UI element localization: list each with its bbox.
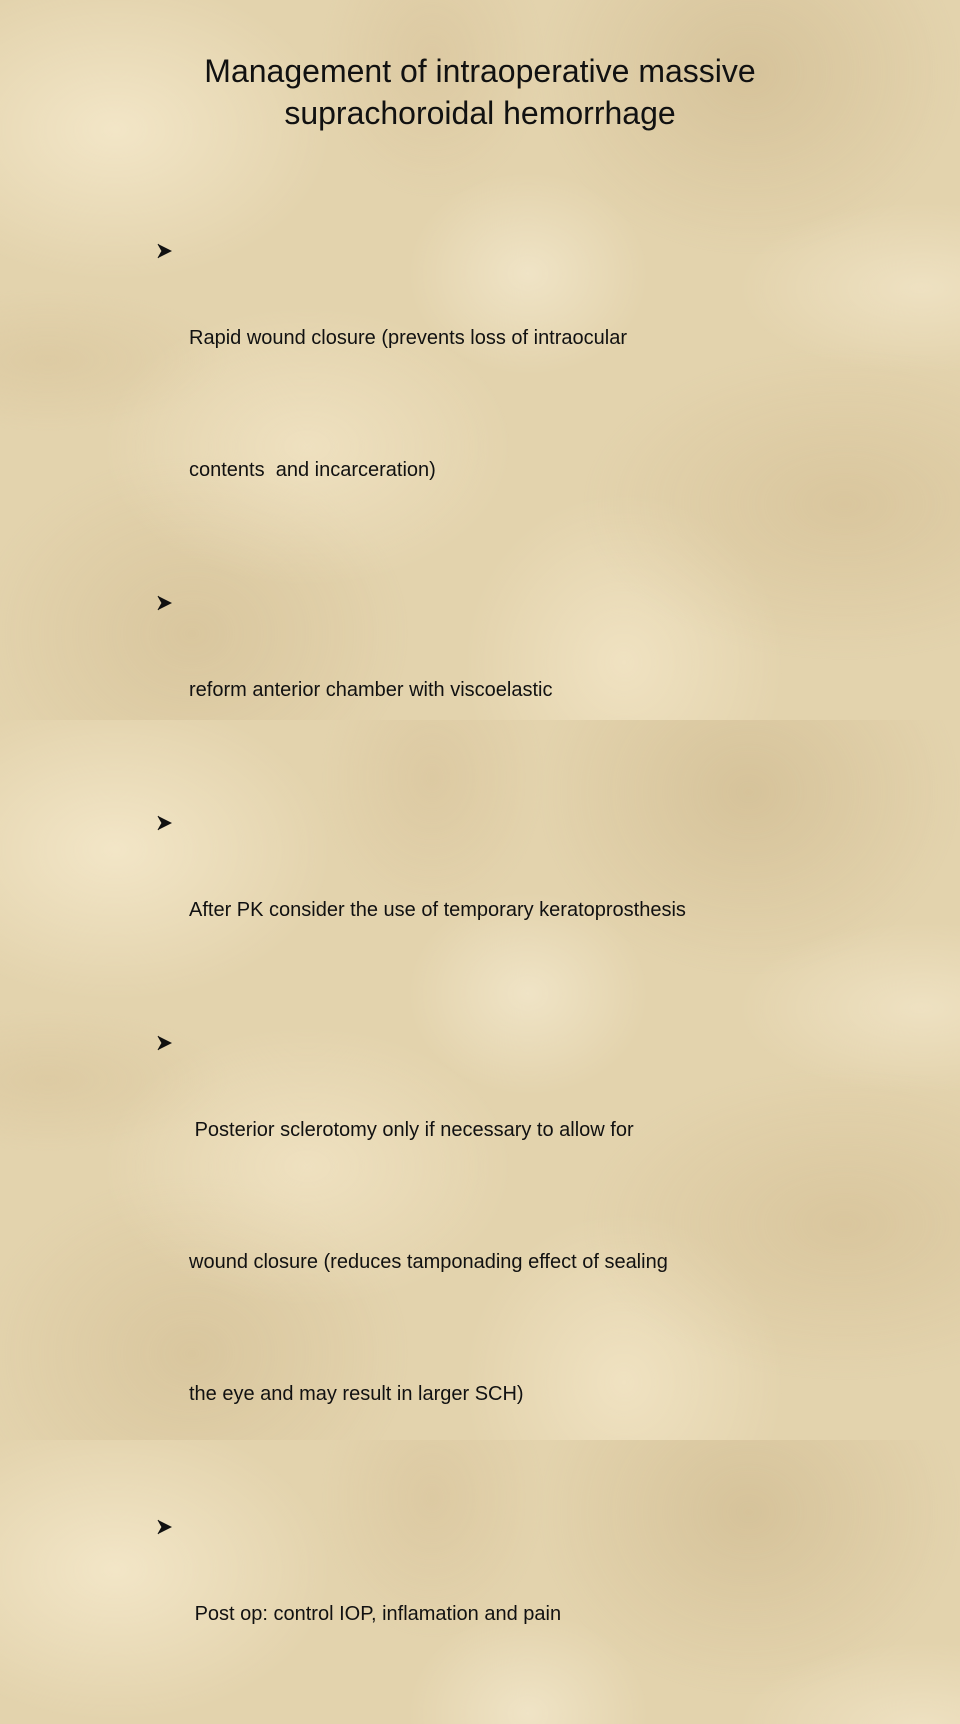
bullet-item (155, 580, 875, 800)
slide-title (80, 50, 880, 134)
bullet-list (155, 228, 875, 1724)
arrowhead-bullet-icon (157, 595, 173, 611)
title-line: suprachoroidal hemorrhage (284, 95, 676, 131)
bullet-item (155, 1504, 875, 1724)
bullet-text (189, 1559, 875, 1713)
bullet-text (189, 855, 875, 1009)
bullet-line: Posterior sclerotomy only if necessary to allow for (189, 1119, 634, 1141)
bullet-line: the eye and may result in larger SCH) (189, 1383, 524, 1405)
bullet-line: Rapid wound closure (prevents loss of intraocular (189, 327, 627, 349)
bullet-text (189, 283, 875, 569)
bullet-text (189, 635, 875, 789)
bullet-line: reform anterior chamber with viscoelastic (189, 679, 553, 701)
bullet-line: After PK consider the use of temporary keratoprosthesis (189, 899, 686, 921)
bullet-line: contents and incarceration) (189, 459, 436, 481)
bullet-item (155, 800, 875, 1020)
arrowhead-bullet-icon (157, 1519, 173, 1535)
bullet-item (155, 1020, 875, 1504)
arrowhead-bullet-icon (157, 243, 173, 259)
arrowhead-bullet-icon (157, 815, 173, 831)
bullet-line: wound closure (reduces tamponading effect of sealing (189, 1251, 668, 1273)
bullet-text (189, 1075, 875, 1493)
bullet-line: Post op: control IOP, inflamation and pain (189, 1603, 562, 1625)
title-line: Management of intraoperative massive (204, 53, 756, 89)
bullet-item (155, 228, 875, 580)
arrowhead-bullet-icon (157, 1035, 173, 1051)
